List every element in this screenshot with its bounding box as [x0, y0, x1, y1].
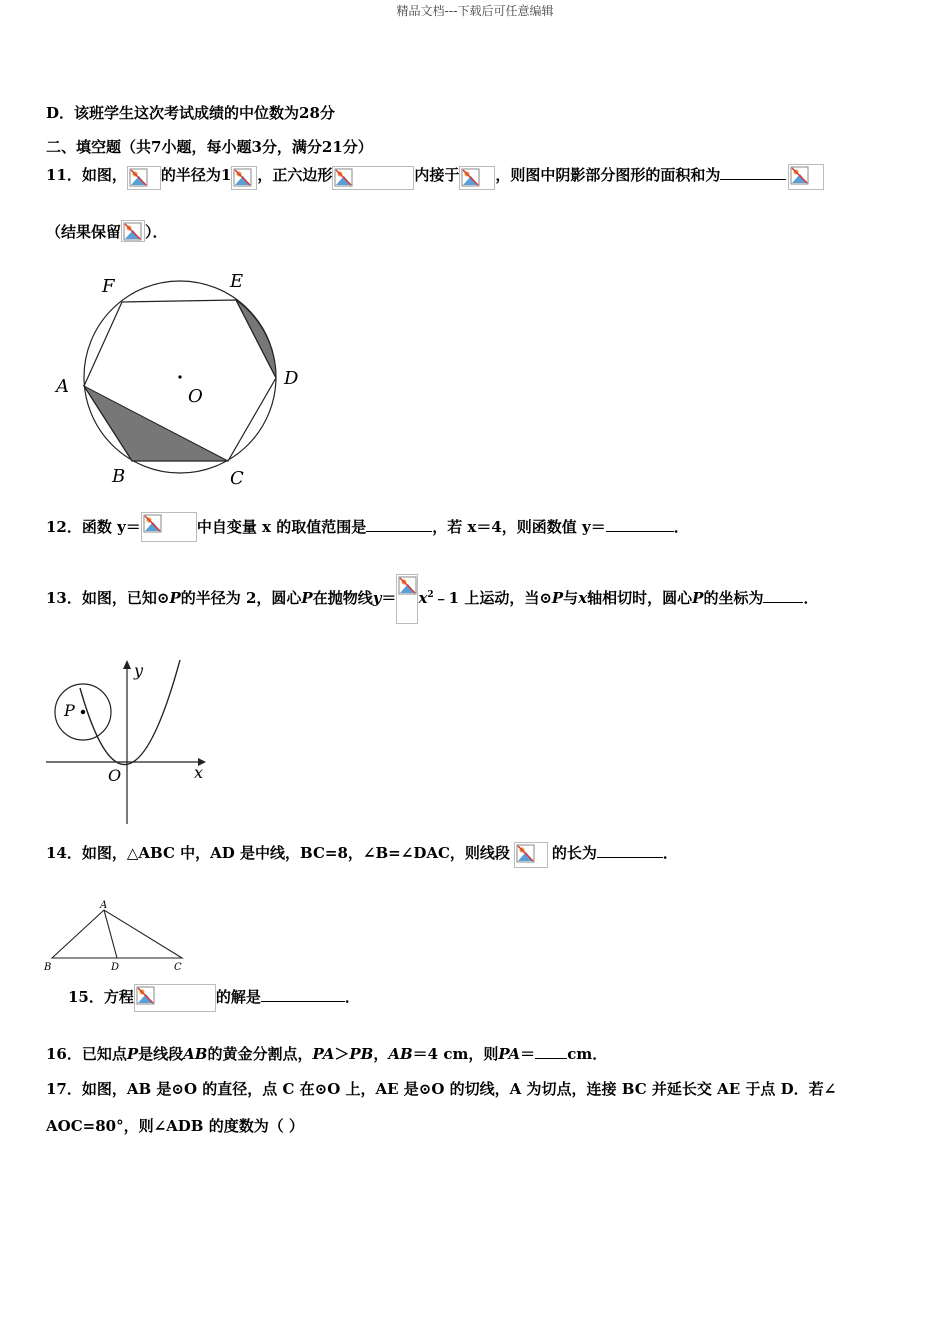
question-15: 15．方程 的解是 ．: [68, 982, 360, 1012]
option-d: D．该班学生这次考试成绩的中位数为28分: [46, 104, 335, 122]
question-17-line2: AOC=80°，则∠ADB 的度数为（ ）: [46, 1117, 304, 1135]
section-title: 二、填空题（共7小题，每小题3分，满分21分）: [46, 138, 373, 156]
label-y: y: [134, 661, 144, 680]
answer-blank: [261, 989, 345, 1002]
hexagon-figure: [50, 262, 310, 492]
broken-image-icon: [121, 220, 145, 242]
center-dot: [178, 375, 181, 378]
label-b: B: [112, 466, 126, 487]
answer-blank: [535, 1046, 567, 1059]
label-p: P: [64, 701, 75, 720]
question-11-line1: 11．如图， 的半径为1 ，正六边形 内接于 ，则图中阴影部分图形的面积和为: [46, 160, 824, 190]
label-o: O: [188, 386, 203, 407]
parabola-curve: [80, 660, 180, 765]
answer-blank: [606, 519, 674, 532]
label-c: C: [174, 962, 182, 973]
answer-blank: [597, 845, 663, 858]
answer-blank: [720, 167, 786, 180]
label-b: B: [44, 962, 52, 973]
broken-image-icon: [459, 166, 495, 190]
question-11-line2: （结果保留 ）．: [46, 220, 168, 242]
shaded-triangle: [84, 386, 228, 461]
page-header: 精品文档---下载后可任意编辑: [396, 4, 554, 18]
label-a: A: [56, 376, 69, 397]
label-c: C: [230, 468, 244, 489]
broken-image-icon: [134, 984, 216, 1012]
question-13: 13．如图，已知⊙P的半径为 2，圆心P在抛物线y＝ $x^2﹣1$ 上运动，当⊙P与x轴相切时，圆心P的坐标为 ．: [46, 570, 818, 624]
broken-image-icon: [332, 166, 414, 190]
label-x: x: [194, 763, 204, 782]
triangle-figure: [42, 898, 192, 974]
label-d: D: [284, 368, 299, 389]
label-a: A: [100, 900, 108, 911]
y-arrow: [123, 660, 131, 669]
label-e: E: [230, 271, 244, 292]
point-p: [81, 710, 85, 714]
broken-image-icon: [127, 166, 161, 190]
question-17-line1: 17．如图，AB 是⊙O 的直径，点 C 在⊙O 上，AE 是⊙O 的切线，A 为切点，连接 BC 并延长交 AE 于点 D．若∠: [46, 1080, 837, 1098]
label-o: O: [108, 766, 122, 785]
triangle-abc: [52, 910, 182, 958]
broken-image-icon: [396, 574, 418, 624]
answer-blank: [763, 590, 803, 603]
parabola-figure: [46, 658, 210, 824]
label-f: F: [102, 276, 115, 297]
broken-image-icon: [514, 842, 548, 868]
broken-image-icon: [231, 166, 257, 190]
question-14: 14．如图，△ABC 中，AD 是中线，BC=8，∠B=∠DAC，则线段 的长为 ．: [46, 838, 678, 868]
label-d: D: [111, 962, 120, 973]
broken-image-icon: [141, 512, 197, 542]
broken-image-icon: [788, 164, 824, 190]
question-12: 12．函数 y＝ 中自变量 x 的取值范围是 ，若 x＝4，则函数值 y＝ ．: [46, 512, 689, 542]
question-16: 16．已知点P是线段AB的黄金分割点，PA＞PB，AB＝4 cm，则PA＝ cm．: [46, 1045, 608, 1063]
answer-blank: [366, 519, 432, 532]
